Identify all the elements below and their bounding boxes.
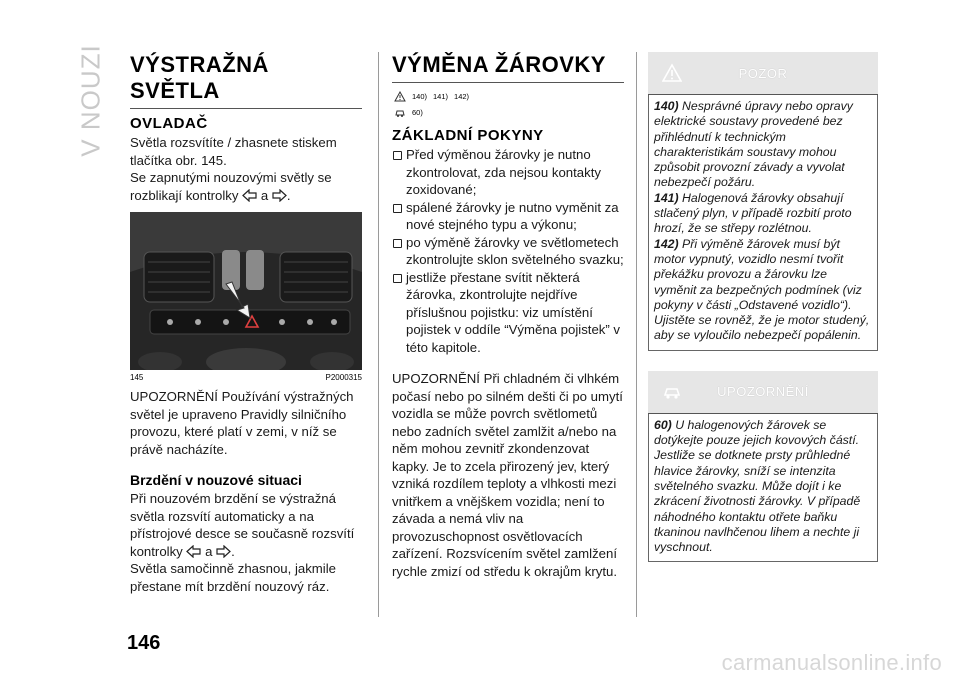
reference-number: 141): [433, 91, 449, 101]
warning-item: [654, 191, 872, 237]
caution-car-icon: [394, 107, 406, 118]
punctuation: .: [286, 187, 291, 203]
reference-number: 142): [454, 91, 470, 101]
bullet-item: jestliže přestane svítit některá žárovka, zkontrolujte nejdříve příslušnou pojistku: viz umístění pojistek v oddíle “Výměna pojistek” v této kapitole.: [392, 269, 624, 357]
warning-item-number: 142): [654, 236, 679, 251]
page-number: 146: [127, 632, 161, 654]
warning-item-text: Nesprávné úpravy nebo opravy elektrické soustavy provedené bez přihlédnutí k technickým charakteristikám soustavy mohou způsobit provozní závady a vyvolat nebezpečí požáru.: [654, 99, 853, 190]
paragraph: Světla samočinně zhasnou, jakmile přestane mít brzdění nouzový ráz.: [130, 561, 336, 594]
warning-box-header: [648, 52, 878, 95]
note-paragraph: UPOZORNĚNÍ Při chladném či vlhkém počasí nebo po silném dešti či po umytí vozidla se může povrch světlometů nebo zadních světel zamlžit a/nebo na něm mohou zevnitř zkondenzovat kapky. Je to zcela přirozený jev, který vzniká rozdílem teploty a vlhkosti mezi vnitřkem a vnějškem vozidla; není to závada a nemá vliv na provozuschopnost osvětlovacích zařízení. Rozsvícením světel zamlžení rychle zmizí od středu k okrajům krytu.: [392, 371, 623, 579]
figure-number: 145: [130, 373, 144, 382]
bullet-item: po výměně žárovky ve světlometech zkontrolujte sklon světelného svazku;: [392, 234, 624, 269]
reference-number: 140): [412, 91, 428, 101]
caution-box: [648, 371, 878, 563]
figure-hazard-button-photo: [130, 212, 362, 370]
figure-caption: [130, 373, 362, 382]
warning-box: [648, 52, 878, 351]
footer-watermark: carmanualsonline.info: [721, 650, 942, 675]
caution-item-number: 60): [654, 417, 672, 432]
chapter-side-tab: [66, 40, 116, 160]
caution-box-header: [648, 371, 878, 414]
punctuation: .: [231, 543, 235, 559]
subsection-title: ZÁKLADNÍ POKYNY: [392, 127, 544, 144]
dashboard-photo: [130, 212, 362, 370]
warning-item-text: Halogenová žárovky obsahují stlačený plyn, v případě rozbití proto hrozí, že se střepy rozlétnou.: [654, 190, 852, 236]
column-divider: [378, 52, 379, 617]
turn-right-indicator-icon: [272, 189, 287, 202]
warning-item-text: Při výměně žárovek musí být motor vypnutý, vozidlo nesmí tvořit překážku provozu a žárovku lze vyměnit za bezpečných podmínek (viz pokyny v části „Odstavené vozidlo“). Ujistěte se rovněž, že je motor studený, aby se vyloučilo nebezpečí popálenin.: [654, 236, 870, 343]
paragraph-text: Při nouzovém brzdění se výstražná světla rozsvítí automaticky a na přístrojové desce se současně rozsvítí kontrolky: [130, 491, 355, 559]
column-warnings: [648, 52, 878, 562]
caution-item: [654, 418, 872, 556]
caution-item-text: U halogenových žárovek se dotýkejte pouze jejich kovových částí. Jestliže se dotknete prsty průhledné hlavice žárovky, sníží se intenzita světelného svazku. Může dojít i ke zkrácení životnosti žárovky. V případě náhodného kontaktu otřete baňku tkaninou navlhčenou lihem a nechte ji vyschnout.: [654, 417, 861, 555]
warning-reference-row: [394, 89, 624, 103]
paragraph-with-icons: [130, 490, 362, 560]
figure-code: P2000315: [325, 373, 362, 382]
conjunction: a: [205, 543, 213, 559]
warning-box-body: [648, 95, 878, 351]
caution-box-body: [648, 414, 878, 563]
turn-left-indicator-icon: [186, 545, 201, 558]
warning-item: [654, 237, 872, 344]
bullet-item: spálené žárovky je nutno vyměnit za nové stejného typu a výkonu;: [392, 199, 624, 234]
section-title: VÝSTRAŽNÁ SVĚTLA: [130, 52, 362, 109]
caution-box-label: UPOZORNĚNÍ: [717, 384, 809, 400]
column-hazard-lights: [130, 52, 362, 595]
turn-right-indicator-icon: [216, 545, 231, 558]
note-paragraph: UPOZORNĚNÍ Používání výstražných světel je upraveno Pravidly silničního provozu, které platí v zemi, v níž se právě nacházíte.: [130, 389, 354, 457]
chapter-label: V NOUZI: [75, 43, 106, 157]
caution-reference-row: [394, 105, 624, 119]
warning-item-number: 141): [654, 190, 679, 205]
reference-number: 60): [412, 107, 423, 117]
bullet-item: Před výměnou žárovky je nutno zkontrolovat, zda nejsou kontakty zoxidované;: [392, 146, 624, 199]
warning-triangle-icon: [394, 91, 406, 102]
caution-car-icon: [662, 382, 682, 402]
subsection-heading: Brzdění v nouzové situaci: [130, 472, 302, 488]
column-divider: [636, 52, 637, 617]
warning-box-label: POZOR: [738, 65, 788, 81]
paragraph-with-icons: [130, 169, 362, 204]
column-bulb-replacement: [392, 52, 624, 580]
warning-triangle-icon: [662, 63, 682, 83]
warning-item: [654, 99, 872, 191]
conjunction: a: [260, 187, 269, 203]
section-title: VÝMĚNA ŽÁROVKY: [392, 52, 624, 83]
paragraph-text: Se zapnutými nouzovými světly se rozblikají kontrolky: [130, 170, 332, 203]
warning-item-number: 140): [654, 99, 679, 113]
turn-left-indicator-icon: [242, 189, 257, 202]
subsection-title: OVLADAČ: [130, 115, 208, 132]
paragraph: Světla rozsvítíte / zhasnete stiskem tlačítka obr. 145.: [130, 135, 337, 168]
